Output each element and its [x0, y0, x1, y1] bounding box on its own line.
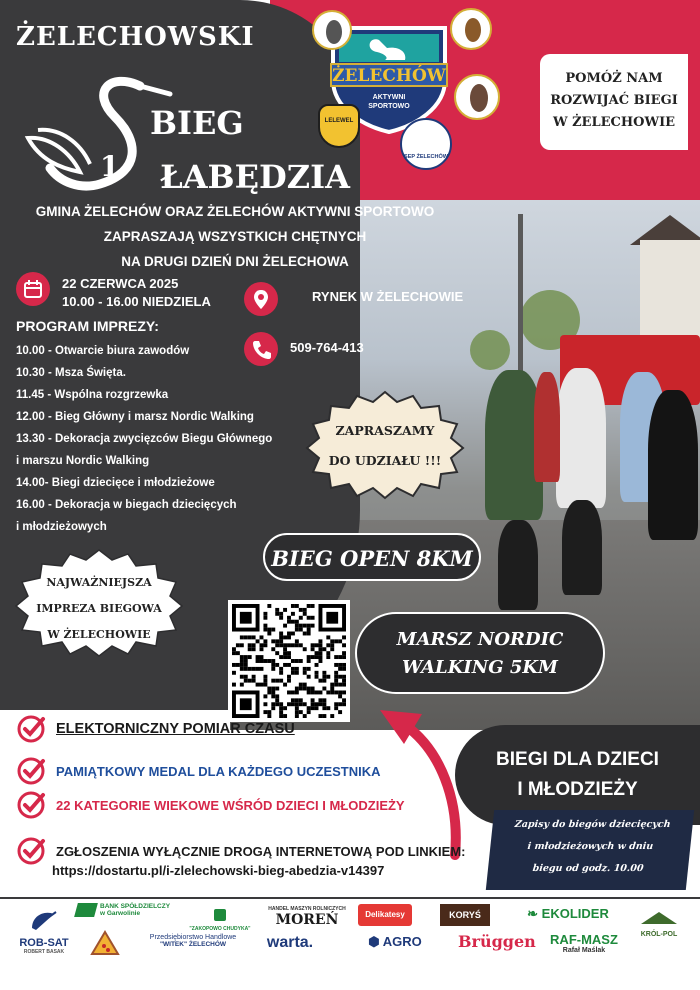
sponsor-agro [362, 934, 428, 950]
sponsor-agro-name: AGRO [382, 934, 422, 949]
feature-row [16, 836, 466, 866]
intro-line-3: NA DRUGI DZIEŃ DNI ŻELECHOWA [121, 254, 349, 269]
feature-row [16, 714, 295, 744]
sponsor-warta: warta. [266, 934, 314, 951]
sponsor-ekolider [520, 906, 616, 922]
sponsor-delikatesy: Delikatesy [358, 904, 412, 926]
zapraszamy-line-2: DO UDZIAŁU !!! [328, 453, 442, 468]
sep-badge [400, 118, 452, 170]
intro-line-1: GMINA ŻELECHÓW ORAZ ŻELECHÓW AKTYWNI SPORTOWO [35, 204, 435, 219]
check-circle-icon [16, 714, 46, 744]
zapraszamy-line-1: ZAPRASZAMY [335, 423, 435, 438]
najwazniejsza-burst [14, 548, 184, 658]
runner-figure [498, 520, 538, 610]
zapisy-box [486, 810, 694, 890]
check-circle-icon [16, 756, 46, 786]
feature-categories: 22 KATEGORIE WIEKOWE WŚRÓD DZIECI I MŁODZIEŻY [56, 797, 405, 813]
program-item: 12.00 - Bieg Główny i marsz Nordic Walking [16, 411, 254, 423]
crest-name: ŻELECHÓW [332, 66, 446, 86]
race-nordic-pill [355, 612, 605, 694]
program-title: PROGRAM IMPREZY: [16, 318, 159, 334]
feature-registration: ZGŁOSZENIA WYŁĄCZNIE DROGĄ INTERNETOWĄ POD LINKIEM: [56, 843, 466, 859]
photo-pole [518, 214, 523, 384]
agro-shield-icon: ⬢ [368, 934, 380, 949]
runner-figure [648, 390, 698, 540]
zapisy-line-2: i młodzieżowych w dniu [526, 841, 654, 852]
najwazniejsza-line-2: IMPREZA BIEGOWA [36, 602, 162, 615]
help-line-2: ROZWIJAĆ BIEGI [550, 93, 678, 108]
sponsor-robsat [14, 908, 74, 955]
leaf-icon: ❧ [527, 906, 539, 921]
phone-icon [244, 332, 278, 366]
sponsor-witek-line-1: Przedsiębiorstwo Handlowe [149, 934, 237, 941]
feature-medal: PAMIĄTKOWY MEDAL DLA KAŻDEGO UCZESTNIKA [56, 763, 381, 779]
sponsor-witek-line-2: "WITEK" ŻELECHÓW [159, 941, 227, 948]
sponsor-pizzeria [88, 930, 122, 956]
race-open-pill: BIEG OPEN 8KM [263, 533, 481, 581]
registration-qr-code[interactable] [228, 600, 350, 722]
check-circle-icon [16, 836, 46, 866]
crest-sub-2: SPORTOWO [368, 103, 410, 110]
program-item: 13.30 - Dekoracja zwycięzców Biegu Głównego [16, 433, 273, 445]
event-time: 10.00 - 16.00 NIEDZIELA [62, 294, 211, 309]
program-item: 16.00 - Dekoracja w biegach dziecięcych [16, 499, 237, 511]
check-circle-icon [16, 790, 46, 820]
runner-figure [556, 368, 606, 508]
portrait-icon [465, 18, 481, 42]
sponsor-moren-name: MOREŃ [275, 912, 339, 928]
help-text [540, 68, 688, 134]
sponsor-sklep-name: "ZAKOPOWO CHUDYKA" [189, 926, 251, 932]
najwazniejsza-line-1: NAJWAŻNIEJSZA [46, 576, 152, 589]
feature-timing: ELEKTORNICZNY POMIAR CZASU [56, 721, 295, 737]
sponsor-korys: KORYŚ [440, 904, 490, 926]
photo-tree [470, 330, 510, 370]
sponsor-robsat-sub: ROBERT BASAK [23, 949, 65, 955]
najwazniejsza-line-3: W ŻELECHOWIE [47, 628, 151, 641]
najwazniejsza-text [14, 570, 184, 648]
sponsor-robsat-name: ROB-SAT [19, 937, 69, 949]
sponsor-witek [138, 934, 248, 948]
sponsor-divider [0, 897, 700, 899]
shop-logo-icon [214, 909, 226, 921]
photo-house [640, 240, 700, 340]
race-kids-line-1: BIEGI DLA DZIECI [496, 749, 659, 770]
registration-link[interactable]: https://dostartu.pl/i-zlelechowski-bieg-abedzia-v14397 [52, 863, 385, 878]
bank-logo-icon [74, 903, 98, 917]
event-place: RYNEK W ŻELECHOWIE [312, 289, 464, 304]
sponsor-rafmasz-sub: Rafał Maślak [562, 947, 606, 954]
zapisy-line-1: Zapisy do biegów dziecięcych [514, 819, 672, 830]
event-date: 22 CZERWCA 2025 [62, 276, 179, 291]
lelewel-badge [318, 104, 360, 148]
crest-sub-1: AKTYWNI [372, 94, 406, 101]
race-kids-line-2: I MŁODZIEŻY [517, 779, 638, 800]
program-item: 10.30 - Msza Święta. [16, 367, 126, 379]
program-item: 10.00 - Otwarcie biura zawodów [16, 345, 190, 357]
sponsor-rafmasz-name: RAF-MASZ [550, 932, 618, 947]
zapraszamy-burst [305, 390, 465, 500]
help-line-3: W ŻELECHOWIE [552, 115, 676, 130]
portrait-icon [326, 20, 342, 44]
zapraszamy-text [305, 416, 465, 476]
calendar-icon [16, 272, 50, 306]
title-line-3: ŁABĘDZIA [160, 158, 350, 196]
title-line-2: BIEG [150, 104, 244, 142]
sponsor-bank-line-2: w Garwolinie [100, 910, 141, 917]
location-pin-icon [244, 282, 278, 316]
sponsor-sklep [180, 908, 260, 932]
sponsor-bank [76, 903, 176, 917]
runner-figure [562, 500, 602, 595]
event-phone: 509-764-413 [290, 340, 364, 355]
program-item: i młodzieżowych [16, 521, 107, 533]
sponsor-bruggen: Brüggen [458, 932, 536, 951]
runner-figure [534, 372, 560, 482]
program-item: i marszu Nordic Walking [16, 455, 150, 467]
program-item: 14.00- Biegi dziecięce i młodzieżowe [16, 477, 215, 489]
portrait-badge-right [450, 8, 492, 50]
program-item: 11.45 - Wspólna rozgrzewka [16, 389, 169, 401]
help-box [540, 54, 688, 150]
lelewel-label: LELEWEL [324, 118, 354, 124]
qr-code-icon [232, 604, 346, 718]
sep-label: SEP ŻELECHÓW [404, 154, 448, 160]
sponsor-moren-sub: HANDEL MASZYN ROLNICZYCH [268, 906, 346, 912]
portrait-icon [470, 84, 488, 112]
intro-line-2: ZAPRASZAJĄ WSZYSTKICH CHĘTNYCH [103, 229, 367, 244]
pizza-icon [90, 930, 120, 956]
feature-row [16, 790, 405, 820]
sponsor-krolpol-name: KRÓL-POL [640, 931, 678, 938]
house-roof-icon [641, 912, 677, 926]
sponsor-bank-line-1: BANK SPÓŁDZIELCZY [100, 903, 171, 910]
portrait-badge-left [312, 10, 352, 50]
sponsor-ekolider-name: EKOLIDER [541, 906, 609, 921]
zapisy-line-3: biegu od godz. 10.00 [532, 863, 645, 874]
sponsor-rafmasz [544, 932, 624, 954]
sponsor-krolpol [628, 912, 690, 938]
satellite-dish-icon [28, 908, 60, 932]
race-nordic-line-2: WALKING 5KM [402, 657, 558, 678]
title-edition-number: 1 [100, 150, 120, 183]
sponsor-moren [264, 906, 350, 928]
title-line-1: ŻELECHOWSKI [16, 22, 255, 52]
portrait-badge-school [454, 74, 500, 120]
race-nordic-line-1: MARSZ NORDIC [396, 629, 564, 650]
feature-row [16, 756, 381, 786]
help-line-1: POMÓŻ NAM [565, 71, 663, 86]
